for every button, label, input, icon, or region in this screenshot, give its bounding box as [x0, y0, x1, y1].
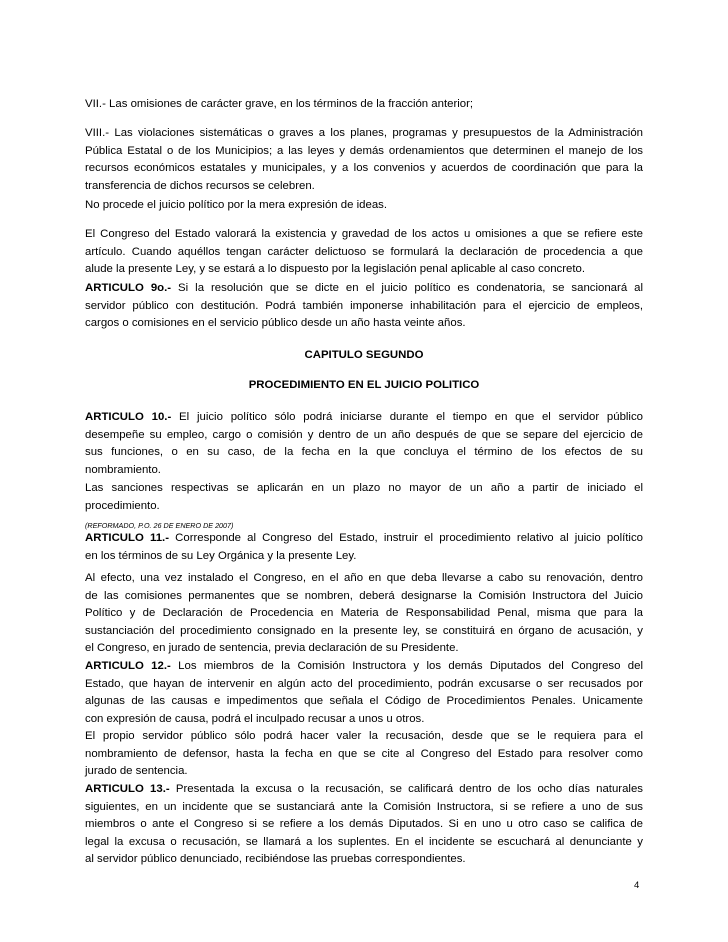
paragraph-fraction-viii: [85, 125, 643, 195]
text-line: [85, 409, 643, 427]
paragraph-articulo-12: [85, 658, 643, 728]
text-line: nombramiento.: [85, 463, 161, 476]
text-line: [85, 781, 643, 799]
article-label: ARTICULO 11.-: [85, 532, 169, 544]
article-label: ARTICULO 12.-: [85, 660, 171, 672]
article-label: ARTICULO 13.-: [85, 783, 170, 795]
paragraph-no-procede: [85, 197, 643, 215]
article-text: Si la resolución que se dicte en el juicio político es condenatoria, se sancionará al: [171, 282, 643, 294]
text-line: transferencia de dichos recursos se celebren.: [85, 179, 315, 192]
text-line: sustanciación del procedimiento consignado en la presente ley, se constituirá en órgano de acusación, y: [85, 624, 643, 637]
text-line: Pública Estatal o de los Municipios; a las leyes y demás ordenamientos que determinen el manejo de los: [85, 144, 643, 157]
text-line: VIII.- Las violaciones sistemáticas o graves a los planes, programas y presupuestos de la Administración: [85, 127, 643, 139]
article-label: ARTICULO 9o.-: [85, 282, 172, 294]
chapter-heading: CAPITULO SEGUNDO: [304, 349, 424, 361]
text-line: artículo. Cuando aquéllos tengan carácter delictuoso se formulará la declaración de procedencia a que: [85, 245, 643, 258]
paragraph-sanciones: [85, 480, 643, 515]
text-line: [85, 280, 643, 298]
paragraph-fraction-vii: [85, 96, 643, 114]
text-line: en los términos de su Ley Orgánica y la presente Ley.: [85, 549, 357, 562]
paragraph-al-efecto: [85, 570, 643, 658]
reform-note: (REFORMADO, P.O. 26 DE ENERO DE 2007): [85, 521, 234, 530]
article-text: El juicio político sólo podrá iniciarse durante el tiempo en que el servidor público: [171, 411, 643, 423]
text-line: El propio servidor público sólo podrá hacer valer la recusación, desde que se le requiera para el: [85, 730, 643, 742]
text-line: alude la presente Ley, y se estará a lo dispuesto por la legislación penal aplicable al caso concreto.: [85, 263, 586, 275]
text-line: miembros o ante el Congreso si se refiere a los demás Diputados. Si en uno u otro caso se califica de: [85, 818, 643, 830]
text-line: procedimiento.: [85, 499, 160, 512]
text-line: siguientes, en un incidente que se sustanciará ante la Comisión Instructora, si se refiere a uno de sus: [85, 800, 643, 813]
text-line: jurado de sentencia.: [85, 765, 188, 777]
text-line: servidor público con destitución. Podrá también imponerse inhabilitación para el ejercicio de empleos,: [85, 299, 643, 312]
paragraph-articulo-11: [85, 530, 643, 565]
article-text: Corresponde al Congreso del Estado, instruir el procedimiento relativo al juicio político: [169, 532, 643, 544]
text-line: Las sanciones respectivas se aplicarán en un plazo no mayor de un año a partir de iniciado el: [85, 482, 643, 494]
page-number: 4: [634, 880, 640, 891]
text-line: cargos o comisiones en el servicio público desde un año hasta veinte años.: [85, 317, 466, 329]
paragraph-articulo-10: [85, 409, 643, 479]
chapter-title: PROCEDIMIENTO EN EL JUICIO POLITICO: [248, 379, 480, 391]
text-line: Al efecto, una vez instalado el Congreso, en el año en que deba llevarse a cabo su renovación, dentro: [85, 572, 643, 584]
text-line: [85, 530, 643, 548]
text-line: algunas de las causas e impedimentos que señala el Código de Procedimientos Penales. Unicamente: [85, 695, 643, 707]
text-line: con expresión de causa, podrá el inculpado recusar a unos u otros.: [85, 712, 425, 725]
text-line: El Congreso del Estado valorará la existencia y gravedad de los actos u omisiones a que se refiere este: [85, 228, 643, 240]
text-line: recursos económicos estatales y municipales, y a los convenios y acuerdos de coordinación que para la: [85, 162, 643, 174]
text-line: desempeñe su empleo, cargo o comisión y dentro de un año después de que se separe del ejercicio de: [85, 428, 643, 441]
paragraph-articulo-13: [85, 781, 643, 869]
text-line: legal la excusa o recusación, se llamará a los suplentes. En el incidente se escuchará al denunciante y: [85, 835, 643, 848]
text-line: Político y de Declaración de Procedencia en Materia de Responsabilidad Penal, misma que para la: [85, 607, 643, 619]
article-label: ARTICULO 10.-: [85, 411, 172, 423]
text-line: No procede el juicio político por la mera expresión de ideas.: [85, 199, 388, 211]
text-line: VII.- Las omisiones de carácter grave, en los términos de la fracción anterior;: [85, 98, 474, 110]
article-text: Los miembros de la Comisión Instructora y los demás Diputados del Congreso del: [170, 660, 644, 672]
text-line: el Congreso, en jurado de sentencia, previa declaración de su Presidente.: [85, 642, 459, 654]
text-line: [85, 658, 643, 676]
text-line: al servidor público denunciado, recibiéndose las pruebas correspondientes.: [85, 853, 466, 865]
text-line: de las comisiones permanentes que se nombren, deberá designarse la Comisión Instructora del Juicio: [85, 589, 643, 602]
paragraph-congreso-valorara: [85, 226, 643, 279]
text-line: nombramiento de defensor, hasta la fecha en que se cite al Congreso del Estado para resolver como: [85, 747, 643, 760]
text-line: sus funciones, o en su caso, de la fecha en la que concluya el término de los efectos de su: [85, 446, 643, 458]
text-line: Estado, que hayan de intervenir en algún acto del procedimiento, podrán excusarse o ser recusados por: [85, 677, 643, 690]
article-text: Presentada la excusa o la recusación, se calificará dentro de los ocho días naturales: [169, 783, 643, 795]
paragraph-recusacion: [85, 728, 643, 781]
paragraph-articulo-9: [85, 280, 643, 333]
